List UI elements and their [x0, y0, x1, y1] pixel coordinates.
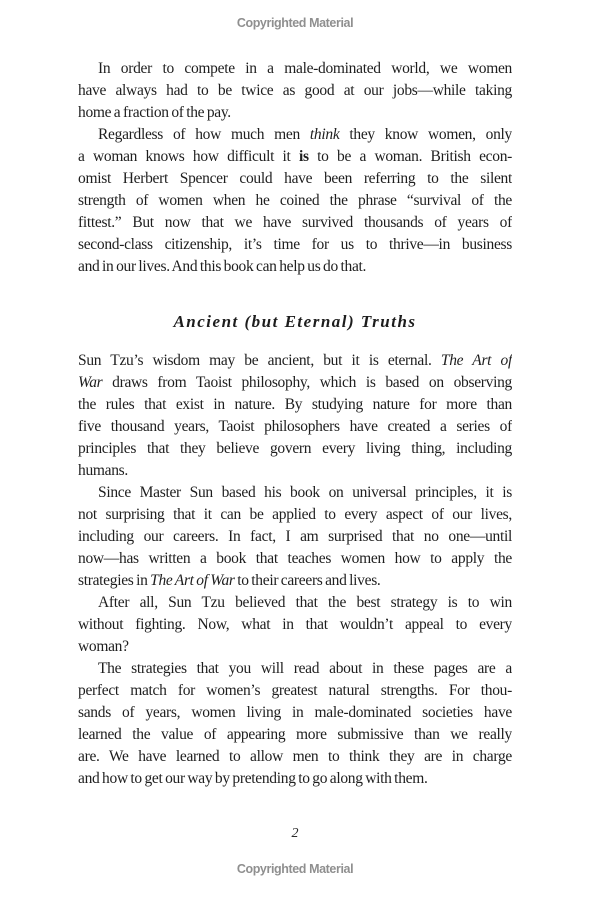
- body-text: have always had to be twice as good at our jobs—while taking: [78, 82, 512, 99]
- body-text: In order to compete in a male-dominated world, we women: [98, 60, 512, 77]
- body-text: to be a woman. British econ-: [308, 148, 512, 165]
- body-text: principles that they believe govern every living thing, including: [78, 440, 512, 457]
- paragraph: [78, 592, 512, 658]
- body-text: the rules that exist in nature. By studying nature for more than: [78, 396, 512, 413]
- body-text: Sun Tzu’s wisdom may be ancient, but it is eternal.: [78, 352, 441, 369]
- emphasized-text: War: [78, 374, 103, 391]
- body-text: are. We have learned to allow men to think they are in charge: [78, 748, 512, 765]
- text-block: [78, 58, 512, 790]
- text-line: [78, 190, 512, 212]
- body-text: to their careers and lives.: [234, 572, 381, 589]
- text-line: [78, 724, 512, 746]
- text-line: [78, 746, 512, 768]
- body-text: fittest.” But now that we have survived thousands of years of: [78, 214, 512, 231]
- text-line: [78, 350, 512, 372]
- body-text: woman?: [78, 638, 129, 655]
- body-text: a woman knows how difficult it: [78, 148, 299, 165]
- text-line: [78, 438, 512, 460]
- paragraph: [78, 482, 512, 592]
- body-text: draws from Taoist philosophy, which is based on observing: [102, 374, 512, 391]
- body-text: learned the value of appearing more submissive than we really: [78, 726, 512, 743]
- body-text: and in our lives. And this book can help us do that.: [78, 258, 367, 275]
- section-heading: Ancient (but Eternal) Truths: [173, 312, 417, 331]
- text-line: [78, 548, 512, 570]
- body-text: including our careers. In fact, I am surprised that no one—until: [78, 528, 512, 545]
- body-text: strategies in: [78, 572, 151, 589]
- body-text: and how to get our way by pretending to go along with them.: [78, 770, 428, 787]
- text-line: [78, 482, 512, 504]
- text-line: [78, 614, 512, 636]
- body-text: omist Herbert Spencer could have been referring to the silent: [78, 170, 512, 187]
- paragraph: [78, 58, 512, 124]
- text-line: [78, 526, 512, 548]
- text-line: [78, 680, 512, 702]
- body-text: Regardless of how much men: [98, 126, 310, 143]
- text-line: [78, 212, 512, 234]
- body-text: without fighting. Now, what in that wouldn’t appeal to every: [78, 616, 512, 633]
- text-line: [78, 146, 512, 168]
- text-line: [78, 504, 512, 526]
- text-line: [78, 256, 512, 278]
- text-line: [78, 234, 512, 256]
- text-line: [78, 658, 512, 680]
- body-text: not surprising that it can be applied to every aspect of our lives,: [78, 506, 512, 523]
- emphasized-text: The Art of War: [150, 572, 235, 589]
- body-text: five thousand years, Taoist philosophers have created a series of: [78, 418, 512, 435]
- text-line: [78, 768, 512, 790]
- emphasized-text: think: [309, 126, 340, 143]
- paragraph: [78, 658, 512, 790]
- body-text: they know women, only: [339, 126, 512, 143]
- bold-text: is: [298, 148, 309, 165]
- body-text: perfect match for women’s greatest natural strengths. For thou-: [78, 682, 512, 699]
- text-line: [78, 168, 512, 190]
- body-text: Since Master Sun based his book on universal principles, it is: [98, 484, 512, 501]
- text-line: [78, 592, 512, 614]
- page-number: 2: [291, 826, 299, 841]
- text-line: [78, 394, 512, 416]
- body-text: home a fraction of the pay.: [78, 104, 231, 121]
- text-line: [78, 372, 512, 394]
- body-text: humans.: [78, 462, 128, 479]
- body-text: After all, Sun Tzu believed that the best strategy is to win: [98, 594, 512, 611]
- copyright-notice-top: Copyrighted Material: [236, 16, 354, 30]
- text-line: [78, 124, 512, 146]
- body-text: now—has written a book that teaches women how to apply the: [78, 550, 512, 567]
- text-line: [78, 80, 512, 102]
- paragraph: [78, 124, 512, 278]
- text-line: [78, 570, 512, 592]
- body-text: The strategies that you will read about in these pages are a: [98, 660, 512, 677]
- body-text: sands of years, women living in male-dominated societies have: [78, 704, 512, 721]
- text-line: [78, 636, 512, 658]
- text-line: [78, 102, 512, 124]
- body-text: second-class citizenship, it’s time for us to thrive—in business: [78, 236, 512, 253]
- text-line: [78, 460, 512, 482]
- body-text: strength of women when he coined the phrase “survival of the: [78, 192, 512, 209]
- emphasized-text: The Art of: [440, 352, 512, 369]
- text-line: [78, 58, 512, 80]
- paragraph: [78, 350, 512, 482]
- text-line: [78, 416, 512, 438]
- text-line: [78, 702, 512, 724]
- copyright-notice-bottom: Copyrighted Material: [236, 862, 354, 876]
